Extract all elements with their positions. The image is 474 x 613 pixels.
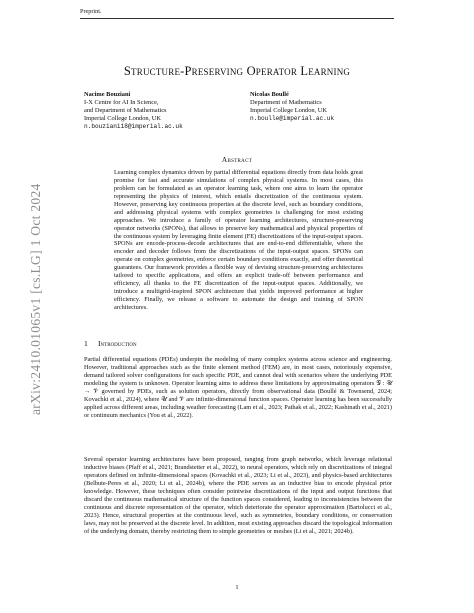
- running-head: Preprint.: [80, 8, 102, 15]
- abstract-body: Learning complex dynamics driven by partial differential equations directly from data holds great promise for fast and accurate simulations of complex physical systems. In most cases, this problem can be formulated as an operator learning task, where one aims to learn the operator representing the physics of interest, which entails discretization of the continuous system. However, preserving key continuous properties at the discrete level, such as boundary conditions, and addressing physical systems with complex geometries is challenging for most existing approaches. We introduce a family of operator learning architectures, structure-preserving operator networks (SPONs), that allows to preserve key mathematical and physical properties of the continuous system by leveraging finite element (FE) discretizations of the input-output spaces. SPONs are encode-process-decode architectures that are end-to-end differentiable, where the encoder and decoder follows from the discretizations of the input-output spaces. SPONs can operate on complex geometries, enforce certain boundary conditions exactly, and offer theoretical guarantees. Our framework provides a flexible way of devising structure-preserving architectures tailored to specific applications, and offers an explicit trade-off between performance and efficiency, all thanks to the FE discretization of the input-output spaces. Additionally, we introduce a multigrid-inspired SPON architecture that yields improved performance at higher efficiency. Finally, we release a software to automate the design and training of SPON architectures.: [114, 169, 363, 311]
- author-2: [250, 91, 334, 123]
- arxiv-stamp: arXiv:2410.01065v1 [cs.LG] 1 Oct 2024: [28, 183, 43, 415]
- author-email: n.bouziani18@imperial.ac.uk: [84, 123, 183, 131]
- author-affiliation: Imperial College London, UK: [84, 115, 162, 123]
- author-affiliation: Imperial College London, UK: [250, 107, 328, 115]
- intro-paragraph-1: Partial differential equations (PDEs) underpin the modeling of many complex systems across science and engineering. However, traditional approaches such as the finite element method (FEM) are, in most cases, notoriously expensive, demand tailored solver configurations for each specific PDE, and cannot deal with scenarios where the underlying PDE modeling the system is unknown. Operator learning aims to address these limitations by approximating operators 𝒢 : 𝒰 → 𝒱 governed by PDEs, such as solution operators, directly from observational data (Boullé & Townsend, 2024; Kovachki et al., 2024), where 𝒰 and 𝒱 are infinite-dimensional function spaces. Operator learning has been successfully applied across different areas, including weather forecasting (Lam et al., 2023; Pathak et al., 2022; Kashinath et al., 2021) or continuum mechanics (You et al., 2022).: [84, 356, 392, 419]
- intro-paragraph-2: Several operator learning architectures have been proposed, ranging from graph networks, which leverage relational inductive biases (Pfaff et al., 2021; Brandstetter et al., 2022), to neural operators, which rely on discretizations of integral operators defined on infinite-dimensional spaces (Kovachki et al., 2023; Li et al., 2023), and physics-based architectures (Belbute-Peres et al., 2020; Li et al., 2024b), where the PDE serves as an inductive bias to encode physical prior knowledge. However, these techniques often consider pointwise discretizations of the input and output functions that discard the continuous mathematical structure of the function spaces considered, leading to inconsistencies between the continuous and discrete representation of the operator, which deteriorate the operator approximation (Bartolucci et al., 2023). Hence, structural properties at the continuous level, such as symmetries, boundary conditions, or conservation laws, may not be preserved at the discrete level. In addition, most existing approaches discard the topological information of the underlying domain, thereby restricting them to simple geometries or meshes (Li et al., 2021; 2024b).: [84, 456, 392, 535]
- section-heading: [84, 339, 137, 348]
- author-affiliation: and Department of Mathematics: [84, 107, 167, 115]
- author-affiliation: I-X Centre for AI In Science,: [84, 99, 159, 107]
- author-email: n.boulle@imperial.ac.uk: [250, 115, 335, 123]
- abstract-heading: Abstract: [221, 155, 253, 164]
- author-1: [84, 91, 183, 131]
- page-number: 1: [235, 584, 239, 591]
- header-rule: [80, 18, 394, 19]
- section-number: 1: [84, 339, 88, 348]
- author-name: Nicolas Boullé: [250, 91, 289, 98]
- paper-title: Structure-Preserving Operator Learning: [123, 64, 351, 78]
- section-title: Introduction: [98, 339, 137, 348]
- author-name: Nacime Bouziani: [84, 91, 131, 98]
- author-affiliation: Department of Mathematics: [250, 99, 322, 107]
